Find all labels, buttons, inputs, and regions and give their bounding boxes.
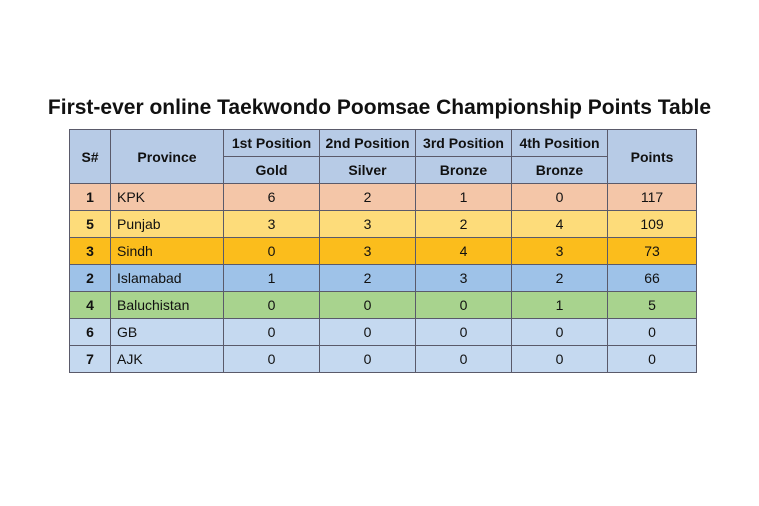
table-row bbox=[70, 184, 697, 211]
cell-2nd: 2 bbox=[320, 184, 416, 211]
cell-3rd: 0 bbox=[416, 346, 512, 373]
cell-3rd: 0 bbox=[416, 319, 512, 346]
cell-4th: 0 bbox=[512, 184, 608, 211]
cell-sn: 1 bbox=[70, 184, 111, 211]
cell-points: 0 bbox=[608, 319, 697, 346]
header-1st-position: 1st Position bbox=[224, 130, 320, 157]
cell-province: Baluchistan bbox=[111, 292, 224, 319]
cell-4th: 1 bbox=[512, 292, 608, 319]
cell-2nd: 0 bbox=[320, 319, 416, 346]
cell-4th: 3 bbox=[512, 238, 608, 265]
table-row bbox=[70, 238, 697, 265]
header-3rd-position: 3rd Position bbox=[416, 130, 512, 157]
page-title: First-ever online Taekwondo Poomsae Championship Points Table bbox=[47, 96, 712, 119]
cell-sn: 3 bbox=[70, 238, 111, 265]
cell-points: 0 bbox=[608, 346, 697, 373]
cell-points: 73 bbox=[608, 238, 697, 265]
table-row bbox=[70, 265, 697, 292]
cell-3rd: 2 bbox=[416, 211, 512, 238]
cell-3rd: 1 bbox=[416, 184, 512, 211]
points-table bbox=[69, 129, 697, 373]
cell-2nd: 2 bbox=[320, 265, 416, 292]
cell-4th: 0 bbox=[512, 319, 608, 346]
cell-1st: 6 bbox=[224, 184, 320, 211]
header-2nd-position: 2nd Position bbox=[320, 130, 416, 157]
table-row bbox=[70, 346, 697, 373]
cell-4th: 4 bbox=[512, 211, 608, 238]
header-province: Province bbox=[111, 130, 224, 184]
header-bronze-3rd: Bronze bbox=[416, 157, 512, 184]
cell-sn: 5 bbox=[70, 211, 111, 238]
header-bronze-4th: Bronze bbox=[512, 157, 608, 184]
cell-province: AJK bbox=[111, 346, 224, 373]
cell-province: KPK bbox=[111, 184, 224, 211]
cell-1st: 0 bbox=[224, 346, 320, 373]
cell-sn: 4 bbox=[70, 292, 111, 319]
cell-province: GB bbox=[111, 319, 224, 346]
cell-points: 66 bbox=[608, 265, 697, 292]
cell-province: Sindh bbox=[111, 238, 224, 265]
table-row bbox=[70, 319, 697, 346]
cell-2nd: 0 bbox=[320, 292, 416, 319]
cell-1st: 0 bbox=[224, 292, 320, 319]
cell-province: Punjab bbox=[111, 211, 224, 238]
cell-2nd: 3 bbox=[320, 238, 416, 265]
cell-2nd: 0 bbox=[320, 346, 416, 373]
cell-sn: 7 bbox=[70, 346, 111, 373]
cell-points: 117 bbox=[608, 184, 697, 211]
cell-4th: 2 bbox=[512, 265, 608, 292]
cell-1st: 0 bbox=[224, 319, 320, 346]
cell-sn: 6 bbox=[70, 319, 111, 346]
header-sn: S# bbox=[70, 130, 111, 184]
cell-3rd: 3 bbox=[416, 265, 512, 292]
cell-province: Islamabad bbox=[111, 265, 224, 292]
cell-sn: 2 bbox=[70, 265, 111, 292]
cell-3rd: 4 bbox=[416, 238, 512, 265]
table-row bbox=[70, 292, 697, 319]
cell-1st: 0 bbox=[224, 238, 320, 265]
cell-4th: 0 bbox=[512, 346, 608, 373]
cell-1st: 1 bbox=[224, 265, 320, 292]
header-silver: Silver bbox=[320, 157, 416, 184]
header-row bbox=[70, 130, 697, 157]
cell-points: 109 bbox=[608, 211, 697, 238]
cell-2nd: 3 bbox=[320, 211, 416, 238]
cell-points: 5 bbox=[608, 292, 697, 319]
cell-3rd: 0 bbox=[416, 292, 512, 319]
table-row bbox=[70, 211, 697, 238]
cell-1st: 3 bbox=[224, 211, 320, 238]
header-gold: Gold bbox=[224, 157, 320, 184]
header-4th-position: 4th Position bbox=[512, 130, 608, 157]
header-points: Points bbox=[608, 130, 697, 184]
